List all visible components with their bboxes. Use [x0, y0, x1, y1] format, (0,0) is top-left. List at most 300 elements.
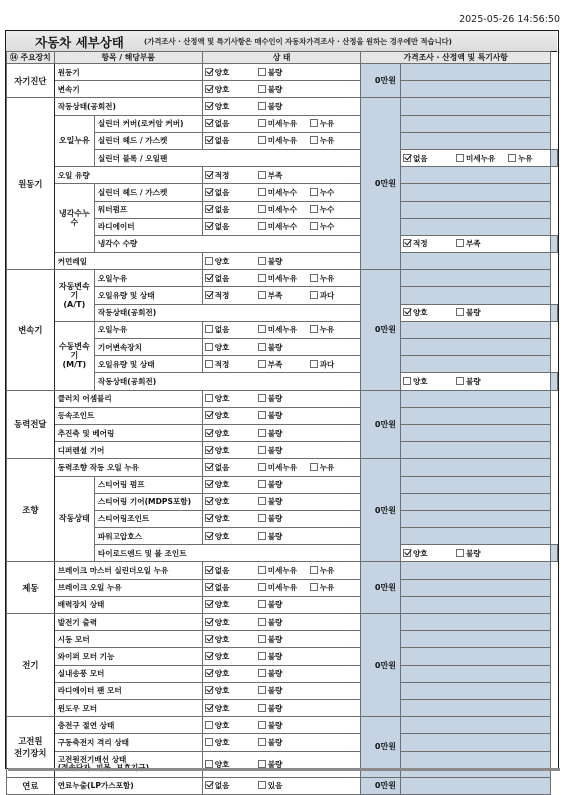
checkbox-unchecked[interactable] [258, 532, 266, 540]
checkbox-checked[interactable] [205, 136, 213, 144]
checkbox-unchecked[interactable] [258, 171, 266, 179]
status-option[interactable] [310, 221, 350, 232]
status-option[interactable] [456, 548, 508, 559]
price-cell: 0만원 [361, 717, 401, 777]
checkbox-unchecked[interactable] [205, 343, 213, 351]
note-cell[interactable] [400, 253, 550, 270]
status-option[interactable] [310, 118, 350, 129]
status-option[interactable] [456, 238, 508, 249]
checkbox-unchecked[interactable] [258, 274, 266, 282]
checkbox-checked[interactable] [205, 222, 213, 230]
status-option[interactable] [310, 204, 350, 215]
status-option[interactable] [310, 187, 350, 198]
item-label: 실내송풍 모터 [54, 665, 202, 682]
item-label: 오일누유 [94, 321, 202, 338]
status-option[interactable] [258, 703, 310, 714]
status-option[interactable] [310, 462, 350, 473]
status-option[interactable] [205, 668, 258, 679]
checkbox-checked[interactable] [205, 704, 213, 712]
checkbox-unchecked[interactable] [258, 85, 266, 93]
item-label: 스티어링조인트 [94, 510, 202, 527]
checkbox-checked[interactable] [205, 205, 213, 213]
option-label: 불량 [267, 428, 283, 438]
status-option[interactable] [310, 273, 350, 284]
checkbox-checked[interactable] [205, 188, 213, 196]
item-label: 충전구 절연 상태 [54, 717, 202, 734]
status-option[interactable] [258, 599, 310, 610]
checkbox-unchecked[interactable] [258, 463, 266, 471]
option-label: 양호 [214, 411, 230, 421]
checkbox-unchecked[interactable] [258, 429, 266, 437]
device-group-label: 원동기 [7, 98, 55, 270]
checkbox-unchecked[interactable] [258, 360, 266, 368]
checkbox-unchecked[interactable] [258, 635, 266, 643]
item-label: 스티어링 기어(MDPS포함) [94, 493, 202, 510]
option-label: 양호 [214, 67, 230, 77]
checkbox-unchecked[interactable] [258, 497, 266, 505]
status-option[interactable] [205, 324, 258, 335]
note-cell[interactable] [400, 682, 550, 699]
status-option[interactable] [310, 135, 350, 146]
option-label: 불량 [267, 67, 283, 77]
checkbox-unchecked[interactable] [258, 257, 266, 265]
checkbox-unchecked[interactable] [205, 738, 213, 746]
status-option[interactable] [403, 376, 456, 387]
status-option[interactable] [508, 153, 548, 164]
checkbox-unchecked[interactable] [456, 308, 464, 316]
status-option[interactable] [258, 462, 310, 473]
checkbox-unchecked[interactable] [258, 514, 266, 522]
note-cell[interactable] [400, 356, 550, 373]
checkbox-checked[interactable] [403, 239, 411, 247]
checkbox-unchecked[interactable] [258, 291, 266, 299]
checkbox-unchecked[interactable] [258, 686, 266, 694]
checkbox-checked[interactable] [205, 635, 213, 643]
status-option[interactable] [310, 290, 350, 301]
checkbox-unchecked[interactable] [258, 781, 266, 789]
status-option[interactable] [258, 617, 310, 628]
status-option[interactable] [258, 118, 310, 129]
status-option[interactable] [205, 342, 258, 353]
option-label: 없음 [214, 119, 230, 129]
status-option[interactable] [205, 703, 258, 714]
table-row [7, 665, 558, 682]
item-label: 연료누출(LP가스포함) [54, 777, 202, 794]
note-cell[interactable] [400, 442, 550, 459]
status-cell [202, 579, 361, 596]
checkbox-checked[interactable] [205, 566, 213, 574]
status-option[interactable] [456, 376, 508, 387]
note-cell[interactable] [400, 132, 550, 149]
status-option[interactable] [258, 685, 310, 696]
note-cell[interactable] [400, 699, 550, 716]
option-label: 미세누유 [267, 325, 298, 335]
status-option[interactable] [205, 582, 258, 593]
checkbox-checked[interactable] [205, 85, 213, 93]
option-label: 불량 [267, 514, 283, 524]
table-body [7, 64, 558, 795]
status-cell [202, 614, 361, 631]
status-option[interactable] [403, 153, 456, 164]
note-cell[interactable] [400, 184, 550, 201]
note-cell[interactable] [400, 596, 550, 613]
table-row [7, 407, 558, 424]
checkbox-unchecked[interactable] [258, 480, 266, 488]
status-option[interactable] [258, 634, 310, 645]
checkbox-checked[interactable] [205, 497, 213, 505]
status-option[interactable] [310, 324, 350, 335]
checkbox-checked[interactable] [205, 411, 213, 419]
checkbox-checked[interactable] [205, 119, 213, 127]
status-option[interactable] [310, 359, 350, 370]
checkbox-unchecked[interactable] [205, 394, 213, 402]
status-option[interactable] [258, 513, 310, 524]
note-cell[interactable] [551, 304, 558, 321]
status-option[interactable] [258, 170, 310, 181]
table-row [7, 717, 558, 734]
checkbox-unchecked[interactable] [258, 343, 266, 351]
item-label: 작동상태(공회전) [94, 373, 361, 390]
checkbox-unchecked[interactable] [258, 205, 266, 213]
checkbox-unchecked[interactable] [258, 446, 266, 454]
option-label: 양호 [214, 101, 230, 111]
table-row [7, 442, 558, 459]
note-cell[interactable] [400, 287, 550, 304]
checkbox-unchecked[interactable] [310, 291, 318, 299]
status-option[interactable] [258, 668, 310, 679]
checkbox-unchecked[interactable] [258, 188, 266, 196]
status-option[interactable] [258, 737, 310, 748]
checkbox-checked[interactable] [205, 781, 213, 789]
header-item: 항목 / 해당부품 [54, 52, 202, 64]
checkbox-unchecked[interactable] [403, 377, 411, 385]
status-cell [202, 201, 361, 218]
note-cell[interactable] [551, 235, 558, 252]
table-row [7, 390, 558, 407]
status-option[interactable] [403, 548, 456, 559]
note-cell[interactable] [400, 751, 550, 777]
checkbox-checked[interactable] [205, 618, 213, 626]
checkbox-unchecked[interactable] [205, 360, 213, 368]
status-cell [400, 545, 550, 562]
status-option[interactable] [205, 513, 258, 524]
checkbox-checked[interactable] [205, 600, 213, 608]
status-cell [202, 167, 361, 184]
checkbox-unchecked[interactable] [258, 704, 266, 712]
table-row [7, 424, 558, 441]
option-label: 누수 [319, 222, 335, 232]
checkbox-checked[interactable] [205, 171, 213, 179]
status-option[interactable] [310, 582, 350, 593]
status-option[interactable] [205, 273, 258, 284]
print-timestamp: 2025-05-26 14:56:50 [459, 14, 560, 25]
note-cell[interactable] [400, 424, 550, 441]
note-cell[interactable] [400, 665, 550, 682]
status-option[interactable] [205, 720, 258, 731]
checkbox-unchecked[interactable] [310, 136, 318, 144]
status-cell [202, 648, 361, 665]
note-cell[interactable] [400, 459, 550, 476]
checkbox-unchecked[interactable] [310, 205, 318, 213]
status-option[interactable] [205, 737, 258, 748]
status-option[interactable] [258, 273, 310, 284]
status-option[interactable] [258, 445, 310, 456]
note-cell[interactable] [400, 579, 550, 596]
option-label: 양호 [214, 84, 230, 94]
option-label: 불량 [267, 669, 283, 679]
status-option[interactable] [205, 410, 258, 421]
checkbox-unchecked[interactable] [258, 136, 266, 144]
option-label: 불량 [267, 703, 283, 713]
status-option[interactable] [205, 651, 258, 662]
status-cell [202, 390, 361, 407]
note-cell[interactable] [400, 115, 550, 132]
option-label: 양호 [214, 394, 230, 404]
note-cell[interactable] [400, 167, 550, 184]
status-option[interactable] [205, 67, 258, 78]
table-row [7, 459, 558, 476]
checkbox-unchecked[interactable] [456, 377, 464, 385]
checkbox-unchecked[interactable] [258, 721, 266, 729]
status-option[interactable] [258, 342, 310, 353]
checkbox-unchecked[interactable] [258, 738, 266, 746]
note-cell[interactable] [400, 98, 550, 115]
checkbox-unchecked[interactable] [310, 360, 318, 368]
checkbox-unchecked[interactable] [508, 154, 516, 162]
status-option[interactable] [205, 496, 258, 507]
checkbox-checked[interactable] [205, 480, 213, 488]
status-option[interactable] [205, 445, 258, 456]
status-option[interactable] [258, 67, 310, 78]
status-option[interactable] [258, 135, 310, 146]
note-cell[interactable] [400, 562, 550, 579]
note-cell[interactable] [400, 218, 550, 235]
status-option[interactable] [205, 359, 258, 370]
status-option[interactable] [205, 479, 258, 490]
status-option[interactable] [205, 187, 258, 198]
checkbox-unchecked[interactable] [258, 618, 266, 626]
checkbox-unchecked[interactable] [205, 325, 213, 333]
note-cell[interactable] [400, 321, 550, 338]
status-option[interactable] [258, 479, 310, 490]
option-label: 없음 [214, 781, 230, 791]
table-row [7, 184, 558, 201]
checkbox-checked[interactable] [205, 291, 213, 299]
checkbox-unchecked[interactable] [258, 411, 266, 419]
checkbox-unchecked[interactable] [456, 154, 464, 162]
checkbox-unchecked[interactable] [258, 566, 266, 574]
device-group-label: 자기진단 [7, 64, 55, 98]
status-option[interactable] [258, 101, 310, 112]
status-option[interactable] [205, 290, 258, 301]
table-row [7, 734, 558, 751]
status-option[interactable] [205, 599, 258, 610]
checkbox-checked[interactable] [205, 446, 213, 454]
checkbox-checked[interactable] [205, 669, 213, 677]
option-label: 양호 [214, 634, 230, 644]
checkbox-unchecked[interactable] [205, 257, 213, 265]
status-option[interactable] [205, 617, 258, 628]
checkbox-checked[interactable] [403, 549, 411, 557]
status-option[interactable] [258, 187, 310, 198]
status-option[interactable] [258, 531, 310, 542]
status-option[interactable] [205, 101, 258, 112]
checkbox-unchecked[interactable] [258, 600, 266, 608]
note-cell[interactable] [400, 528, 550, 545]
checkbox-unchecked[interactable] [258, 102, 266, 110]
status-option[interactable] [205, 531, 258, 542]
checkbox-unchecked[interactable] [258, 669, 266, 677]
option-label: 불량 [465, 308, 481, 318]
checkbox-unchecked[interactable] [258, 394, 266, 402]
note-cell[interactable] [551, 149, 558, 166]
status-option[interactable] [258, 410, 310, 421]
checkbox-checked[interactable] [403, 154, 411, 162]
status-option[interactable] [205, 84, 258, 95]
status-option[interactable] [205, 204, 258, 215]
checkbox-unchecked[interactable] [310, 119, 318, 127]
note-cell[interactable] [400, 407, 550, 424]
status-option[interactable] [310, 565, 350, 576]
note-cell[interactable] [400, 270, 550, 287]
checkbox-unchecked[interactable] [258, 325, 266, 333]
status-option[interactable] [205, 428, 258, 439]
status-option[interactable] [258, 428, 310, 439]
checkbox-checked[interactable] [205, 68, 213, 76]
note-cell[interactable] [400, 476, 550, 493]
status-option[interactable] [205, 565, 258, 576]
checkbox-checked[interactable] [205, 274, 213, 282]
table-row [7, 321, 558, 338]
status-option[interactable] [258, 393, 310, 404]
checkbox-checked[interactable] [205, 514, 213, 522]
item-label: 스티어링 펌프 [94, 476, 202, 493]
note-cell[interactable] [400, 734, 550, 751]
item-label: 구동축전지 격리 상태 [54, 734, 202, 751]
status-cell [202, 356, 361, 373]
item-label: 오일유량 및 상태 [94, 287, 202, 304]
note-cell[interactable] [400, 717, 550, 734]
checkbox-unchecked[interactable] [310, 325, 318, 333]
note-cell[interactable] [400, 339, 550, 356]
option-label: 불량 [267, 480, 283, 490]
note-cell[interactable] [551, 373, 558, 390]
status-option[interactable] [403, 307, 456, 318]
status-option[interactable] [205, 393, 258, 404]
checkbox-unchecked[interactable] [310, 188, 318, 196]
note-cell[interactable] [400, 201, 550, 218]
checkbox-unchecked[interactable] [310, 274, 318, 282]
sub-group-label: 냉각수누수 [54, 184, 94, 253]
table-row [7, 167, 558, 184]
status-option[interactable] [258, 720, 310, 731]
status-option[interactable] [258, 290, 310, 301]
option-label: 양호 [214, 256, 230, 266]
checkbox-unchecked[interactable] [258, 760, 266, 768]
status-option[interactable] [205, 685, 258, 696]
checkbox-unchecked[interactable] [205, 721, 213, 729]
checkbox-unchecked[interactable] [258, 652, 266, 660]
status-option[interactable] [456, 307, 508, 318]
note-cell[interactable] [400, 510, 550, 527]
checkbox-unchecked[interactable] [205, 760, 213, 768]
status-option[interactable] [403, 238, 456, 249]
status-option[interactable] [205, 462, 258, 473]
note-cell[interactable] [400, 64, 550, 81]
status-option[interactable] [205, 256, 258, 267]
status-option[interactable] [258, 651, 310, 662]
status-option[interactable] [258, 359, 310, 370]
status-option[interactable] [258, 496, 310, 507]
status-option[interactable] [205, 221, 258, 232]
checkbox-unchecked[interactable] [310, 583, 318, 591]
status-option[interactable] [205, 118, 258, 129]
option-label: 불량 [267, 651, 283, 661]
status-option[interactable] [205, 170, 258, 181]
checkbox-unchecked[interactable] [310, 463, 318, 471]
note-cell[interactable] [400, 648, 550, 665]
option-label: 불량 [465, 548, 481, 558]
status-option[interactable] [258, 204, 310, 215]
checkbox-checked[interactable] [205, 463, 213, 471]
status-option[interactable] [258, 221, 310, 232]
checkbox-checked[interactable] [205, 429, 213, 437]
option-label: 미세누수 [267, 187, 298, 197]
checkbox-unchecked[interactable] [258, 222, 266, 230]
note-cell[interactable] [400, 614, 550, 631]
status-option[interactable] [258, 84, 310, 95]
note-cell[interactable] [400, 631, 550, 648]
checkbox-checked[interactable] [403, 308, 411, 316]
checkbox-unchecked[interactable] [310, 566, 318, 574]
status-option[interactable] [258, 582, 310, 593]
status-cell [202, 115, 361, 132]
item-label: 작동상태(공회전) [54, 98, 202, 115]
status-option[interactable] [205, 634, 258, 645]
checkbox-checked[interactable] [205, 686, 213, 694]
note-cell[interactable] [400, 493, 550, 510]
table-row [7, 270, 558, 287]
checkbox-unchecked[interactable] [258, 583, 266, 591]
checkbox-unchecked[interactable] [258, 119, 266, 127]
page-title: 자동차 세부상태 [35, 35, 124, 50]
device-group-label: 변속기 [7, 270, 55, 390]
note-cell[interactable] [551, 545, 558, 562]
note-cell[interactable] [400, 81, 550, 98]
status-option[interactable] [258, 256, 310, 267]
checkbox-checked[interactable] [205, 583, 213, 591]
status-cell [202, 218, 361, 235]
status-option[interactable] [456, 153, 508, 164]
checkbox-unchecked[interactable] [456, 239, 464, 247]
checkbox-checked[interactable] [205, 532, 213, 540]
option-label: 불량 [267, 686, 283, 696]
option-label: 적정 [214, 170, 230, 180]
option-label: 누유 [319, 273, 335, 283]
checkbox-unchecked[interactable] [310, 222, 318, 230]
checkbox-unchecked[interactable] [456, 549, 464, 557]
status-option[interactable] [258, 324, 310, 335]
note-cell[interactable] [400, 390, 550, 407]
checkbox-checked[interactable] [205, 102, 213, 110]
status-option[interactable] [205, 135, 258, 146]
status-option[interactable] [258, 565, 310, 576]
checkbox-checked[interactable] [205, 652, 213, 660]
option-label: 적정 [214, 359, 230, 369]
checkbox-unchecked[interactable] [258, 68, 266, 76]
option-label: 부족 [267, 170, 283, 180]
status-cell [202, 493, 361, 510]
